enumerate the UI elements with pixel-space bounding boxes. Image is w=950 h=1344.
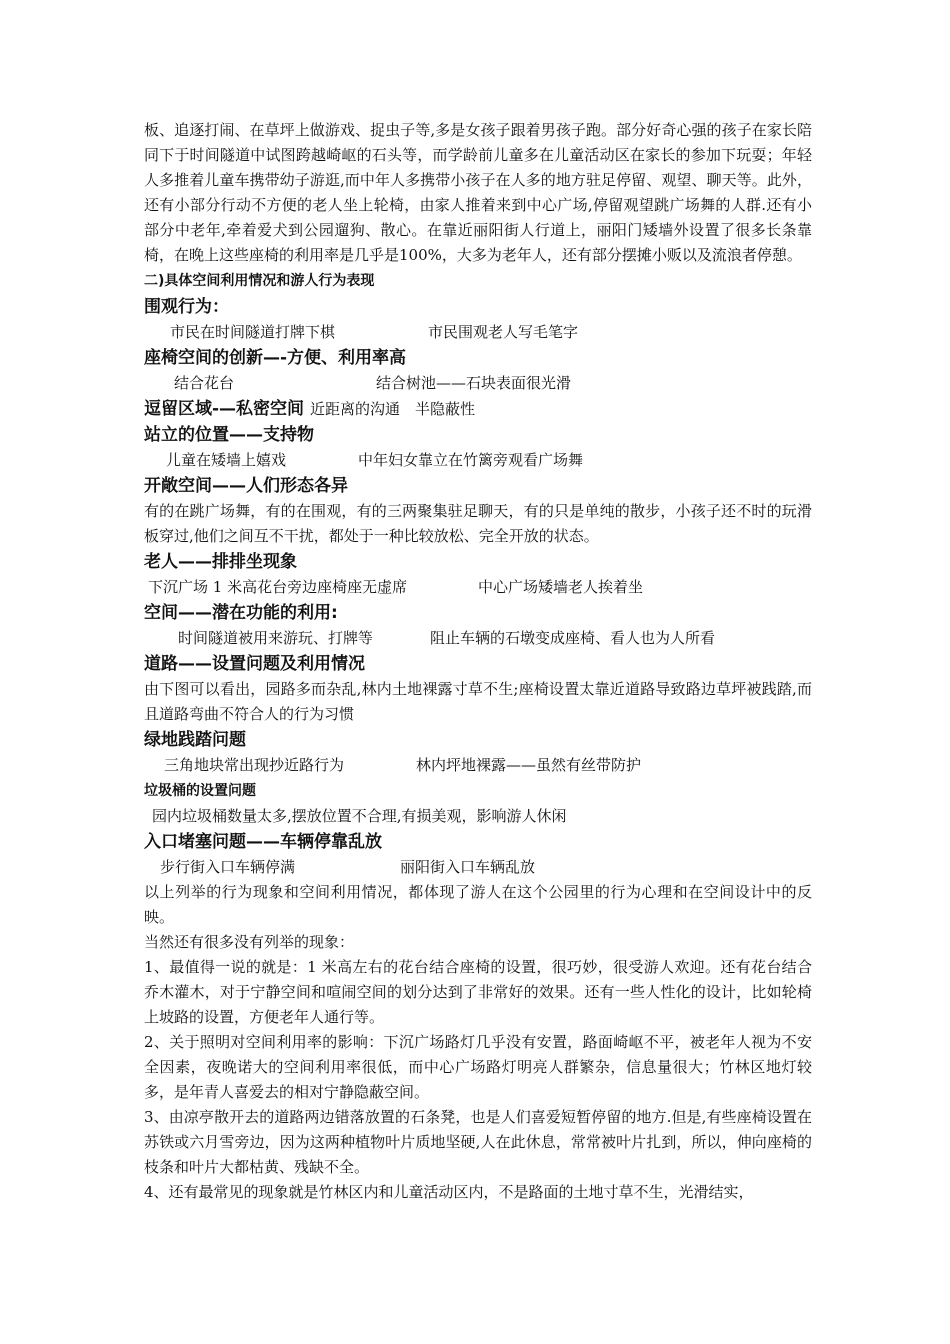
summary-paragraph: 以上列举的行为现象和空间利用情况，都体现了游人在这个公园里的行为心理和在空间设计中的反映。 (144, 883, 812, 926)
heading-elderly-seating: 老人——排排坐现象 (144, 552, 297, 572)
caption: 中心广场矮墙老人挨着坐 (478, 578, 644, 596)
heading-onlooking: 围观行为： (144, 297, 229, 317)
list-item: 2、关于照明对空间利用率的影响：下沉广场路灯几乎没有安置，路面崎岖不平，被老年人视为不安全因素，夜晚诺大的空间利用率很低，而中心广场路灯明亮人群繁杂，信息量很大；竹林区地灯较多，是年青人喜爱去的相对宁静隐蔽空间。 (144, 1033, 812, 1101)
caption: 林内坪地裸露——虽然有丝带防护 (416, 756, 642, 774)
caption: 结合花台 (174, 374, 235, 392)
heading-seat-innovation: 座椅空间的创新—-方便、利用率高 (144, 348, 407, 368)
trash-bins-text: 园内垃圾桶数量太多,摆放位置不合理,有损美观，影响游人休闲 (152, 807, 567, 825)
open-space-paragraph: 有的在跳广场舞，有的在围观，有的三两聚集驻足聊天，有的只是单纯的散步，小孩子还不时的玩滑板穿过,他们之间互不干扰，都处于一种比较放松、完全开放的状态。 (144, 502, 812, 545)
caption: 市民在时间隧道打牌下棋 (170, 323, 336, 341)
heading-potential-function: 空间——潜在功能的利用: (144, 603, 338, 623)
caption-row (144, 371, 812, 396)
heading-private-space (144, 396, 812, 422)
caption: 时间隧道被用来游玩、打牌等 (178, 629, 374, 647)
heading-note: 近距离的沟通 半隐蔽性 (309, 400, 475, 418)
caption-row (144, 626, 812, 651)
caption: 阻止车辆的石墩变成座椅、看人也为人所看 (430, 629, 716, 647)
heading-green-trampling: 绿地践踏问题 (144, 730, 246, 750)
heading-road-issues: 道路——设置问题及利用情况 (144, 654, 365, 674)
more-intro: 当然还有很多没有列举的现象： (144, 933, 355, 951)
list-item: 4、还有最常见的现象就是竹林区内和儿童活动区内，不是路面的土地寸草不生，光滑结实， (144, 1183, 754, 1201)
caption-row (144, 804, 812, 829)
document-page (144, 118, 812, 1205)
list-item: 1、最值得一说的就是：1 米高左右的花台结合座椅的设置，很巧妙，很受游人欢迎。还有花台结合乔木灌木，对于宁静空间和喧闹空间的划分达到了非常好的效果。还有一些人性化的设计，比如轮椅上坡路的设置，方便老年人通行等。 (144, 958, 812, 1026)
caption: 儿童在矮墙上嬉戏 (166, 451, 287, 469)
section-title: 二)具体空间利用情况和游人行为表现 (144, 273, 375, 289)
caption-row (144, 753, 812, 778)
heading-entrance-blocking: 入口堵塞问题——车辆停靠乱放 (144, 832, 382, 852)
caption-row (144, 448, 812, 473)
heading-text: 逗留区域-—私密空间 (144, 399, 305, 419)
caption: 中年妇女靠立在竹篱旁观看广场舞 (358, 451, 584, 469)
caption-row (144, 575, 812, 600)
caption: 三角地块常出现抄近路行为 (164, 756, 345, 774)
road-paragraph: 由下图可以看出，园路多而杂乱,林内土地裸露寸草不生;座椅设置太靠近道路导致路边草坪被践踏,而且道路弯曲不符合人的行为习惯 (144, 680, 812, 723)
caption: 结合树池——石块表面很光滑 (376, 374, 572, 392)
list-item: 3、由凉亭散开去的道路两边错落放置的石条凳，也是人们喜爱短暂停留的地方.但是,有些座椅设置在苏铁或六月雪旁边，因为这两种植物叶片质地坚硬,人在此休息，常常被叶片扎到，所以，伸向座椅的枝条和叶片大都枯黄、残缺不全。 (144, 1108, 812, 1176)
caption: 下沉广场 1 米高花台旁边座椅座无虚席 (148, 578, 408, 596)
heading-standing-support: 站立的位置——支持物 (144, 425, 314, 445)
heading-trash-bins: 垃圾桶的设置问题 (144, 783, 256, 799)
heading-open-space: 开敞空间——人们形态各异 (144, 476, 348, 496)
caption: 市民围观老人写毛笔字 (428, 323, 579, 341)
caption: 步行街入口车辆停满 (160, 858, 296, 876)
caption-row (144, 320, 812, 345)
caption: 丽阳街入口车辆乱放 (400, 858, 536, 876)
caption-row (144, 855, 812, 880)
intro-paragraph: 板、追逐打闹、在草坪上做游戏、捉虫子等,多是女孩子跟着男孩子跑。部分好奇心强的孩子在家长陪同下于时间隧道中试图跨越崎岖的石头等，而学龄前儿童多在儿童活动区在家长的参加下玩耍；年轻人多推着儿童车携带幼子游逛,而中年人多携带小孩子在人多的地方驻足停留、观望、聊天等。此外，还有小部分行动不方便的老人坐上轮椅，由家人推着来到中心广场,停留观望跳广场舞的人群.还有小部分中老年,牵着爱犬到公园遛狗、散心。在靠近丽阳街人行道上，丽阳门矮墙外设置了很多长条靠椅，在晚上这些座椅的利用率是几乎是100%，大多为老年人，还有部分摆摊小贩以及流浪者停憩。 (144, 121, 812, 264)
